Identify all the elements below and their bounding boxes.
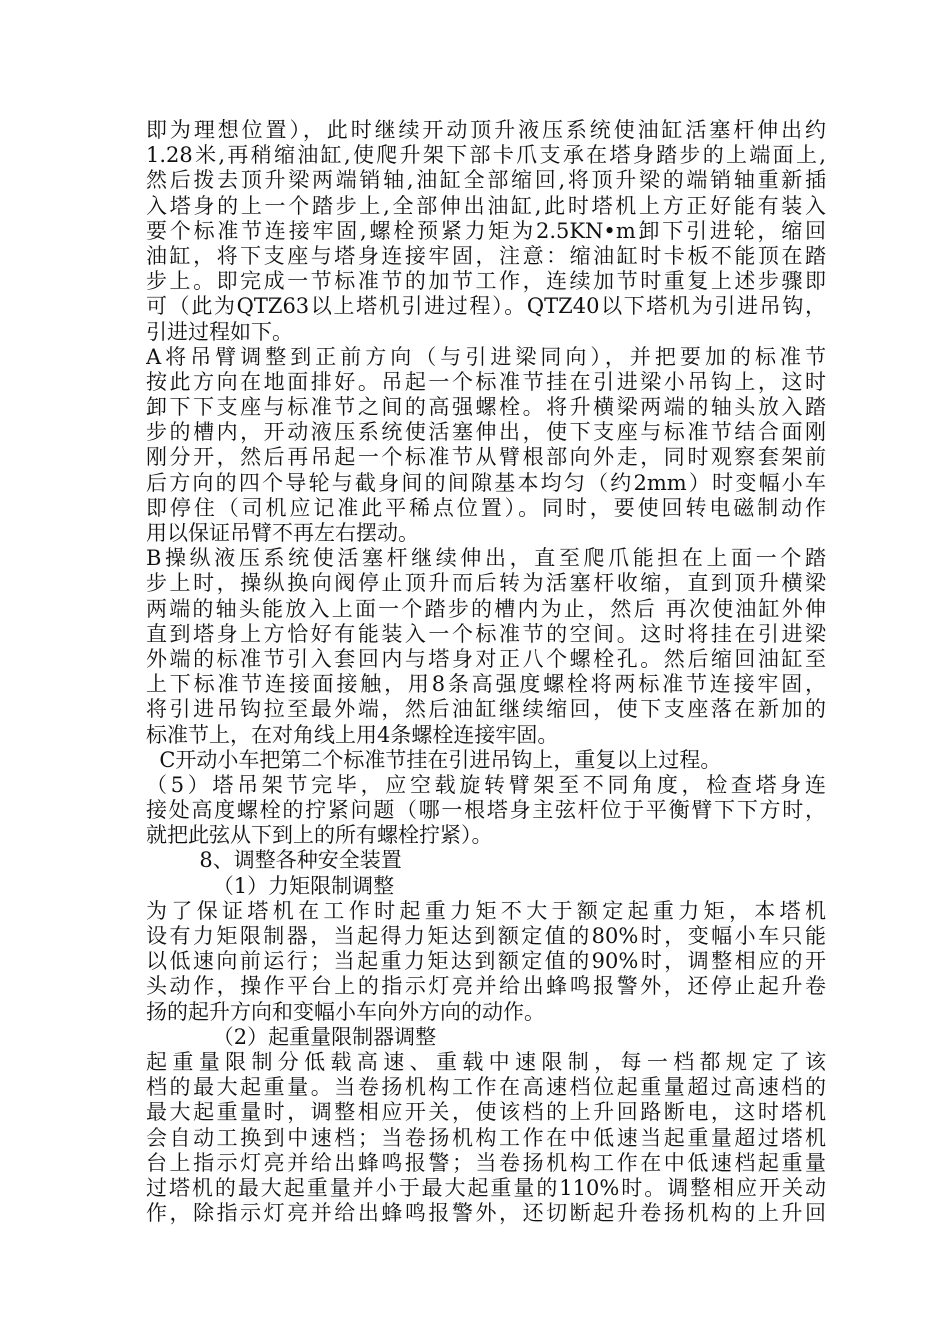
text-line: 刚分开，然后再吊起一个标准节从臂根部向外走，同时观察套架前 (146, 445, 826, 470)
text-line: 档的最大起重量。当卷扬机构工作在高速档位起重量超过高速档的 (146, 1075, 826, 1100)
text-line: 可（此为QTZ63以上塔机引进过程）。QTZ40以下塔机为引进吊钩， (146, 294, 826, 319)
text-line: 就把此弦从下到上的所有螺栓拧紧）。 (146, 823, 493, 848)
text-line: 台上指示灯亮并给出蜂鸣报警；当卷扬机构工作在中低速档起重量 (146, 1150, 826, 1175)
text-line: 步上。即完成一节标准节的加节工作，连续加节时重复上述步骤即 (146, 269, 826, 294)
section-heading: 8、调整各种安全装置 (146, 848, 402, 873)
text-line: （5）塔吊架节完毕，应空载旋转臂架至不同角度，检查塔身连 (146, 772, 826, 797)
body-text (146, 118, 826, 1226)
text-line: 将引进吊钩拉至最外端，然后油缸继续缩回，使下支座落在新加的 (146, 697, 826, 722)
subsection-heading: （2）起重量限制器调整 (146, 1024, 437, 1049)
text-line: 直到塔身上方恰好有能装入一个标准节的空间。这时将挂在引进梁 (146, 621, 826, 646)
text-line: 即停住（司机应记准此平稀点位置）。同时，要使回转电磁制动作 (146, 495, 826, 520)
text-line: 按此方向在地面排好。吊起一个标准节挂在引进梁小吊钩上，这时 (146, 369, 826, 394)
text-line: 1.28米,再稍缩油缸,使爬升架下部卡爪支承在塔身踏步的上端面上, (146, 143, 826, 168)
text-line: 最大起重量时，调整相应开关，使该档的上升回路断电，这时塔机 (146, 1100, 826, 1125)
text-line: 入塔身的上一个踏步上,全部伸出油缸,此时塔机上方正好能有装入 (146, 193, 826, 218)
text-line: 后方向的四个导轮与截身间的间隙基本均匀（约2mm）时变幅小车 (146, 470, 826, 495)
text-line: 过塔机的最大起重量并小于最大起重量的110%时。调整相应开关动 (146, 1175, 826, 1200)
text-line: 以低速向前运行；当起重力矩达到额定值的90%时，调整相应的开 (146, 949, 826, 974)
text-line: 设有力矩限制器，当起得力矩达到额定值的80%时，变幅小车只能 (146, 924, 826, 948)
text-line: C开动小车把第二个标准节挂在引进吊钩上，重复以上过程。 (146, 747, 722, 772)
text-line: 然后拨去顶升梁两端销轴,油缸全部缩回,将顶升梁的端销轴重新插 (146, 168, 826, 193)
text-line: 作，除指示灯亮并给出蜂鸣报警外，还切断起升卷扬机构的上升回 (146, 1201, 826, 1226)
text-line: 要个标准节连接牢固,螺栓预紧力矩为2.5KN•m卸下引进轮，缩回 (146, 218, 826, 243)
text-line: 标准节上，在对角线上用4条螺栓连接牢固。 (146, 722, 559, 747)
text-line: 步的槽内，开动液压系统使活塞伸出，使下支座与标准节结合面刚 (146, 420, 826, 445)
text-line: 油缸，将下支座与塔身连接牢固，注意：缩油缸时卡板不能顶在踏 (146, 243, 826, 268)
text-line: 即为理想位置），此时继续开动顶升液压系统使油缸活塞杆伸出约 (146, 118, 826, 142)
text-line: 上下标准节连接面接触，用8条高强度螺栓将两标准节连接牢固， (146, 672, 826, 697)
text-line: 接处高度螺栓的拧紧问题（哪一根塔身主弦杆位于平衡臂下下方时， (146, 798, 826, 823)
text-line: 步上时，操纵换向阀停止顶升而后转为活塞杆收缩，直到顶升横梁 (146, 571, 826, 596)
text-line: 引进过程如下。 (146, 319, 293, 344)
text-line: 外端的标准节引入套回内与塔身对正八个螺栓孔。然后缩回油缸至 (146, 646, 826, 671)
subsection-heading: （1）力矩限制调整 (146, 873, 395, 898)
text-line: 卸下下支座与标准节之间的高强螺栓。将升横梁两端的轴头放入踏 (146, 395, 826, 420)
text-line: 用以保证吊臂不再左右摆动。 (146, 521, 419, 545)
text-line: 为了保证塔机在工作时起重力矩不大于额定起重力矩，本塔机 (146, 898, 826, 923)
text-line: 头动作，操作平台上的指示灯亮并给出蜂鸣报警外，还停止起升卷 (146, 974, 826, 999)
text-line: 两端的轴头能放入上面一个踏步的槽内为止，然后 再次使油缸外伸 (146, 596, 826, 621)
text-line: 会自动工换到中速档；当卷扬机构工作在中低速当起重量超过塔机 (146, 1125, 826, 1150)
text-line: B操纵液压系统使活塞杆继续伸出，直至爬爪能担在上面一个踏 (146, 546, 826, 571)
text-line: 起重量限制分低载高速、重载中速限制，每一档都规定了该 (146, 1049, 826, 1074)
text-line: 扬的起升方向和变幅小车向外方向的动作。 (146, 999, 545, 1024)
text-line: A将吊臂调整到正前方向（与引进梁同向），并把要加的标准节 (146, 344, 826, 369)
